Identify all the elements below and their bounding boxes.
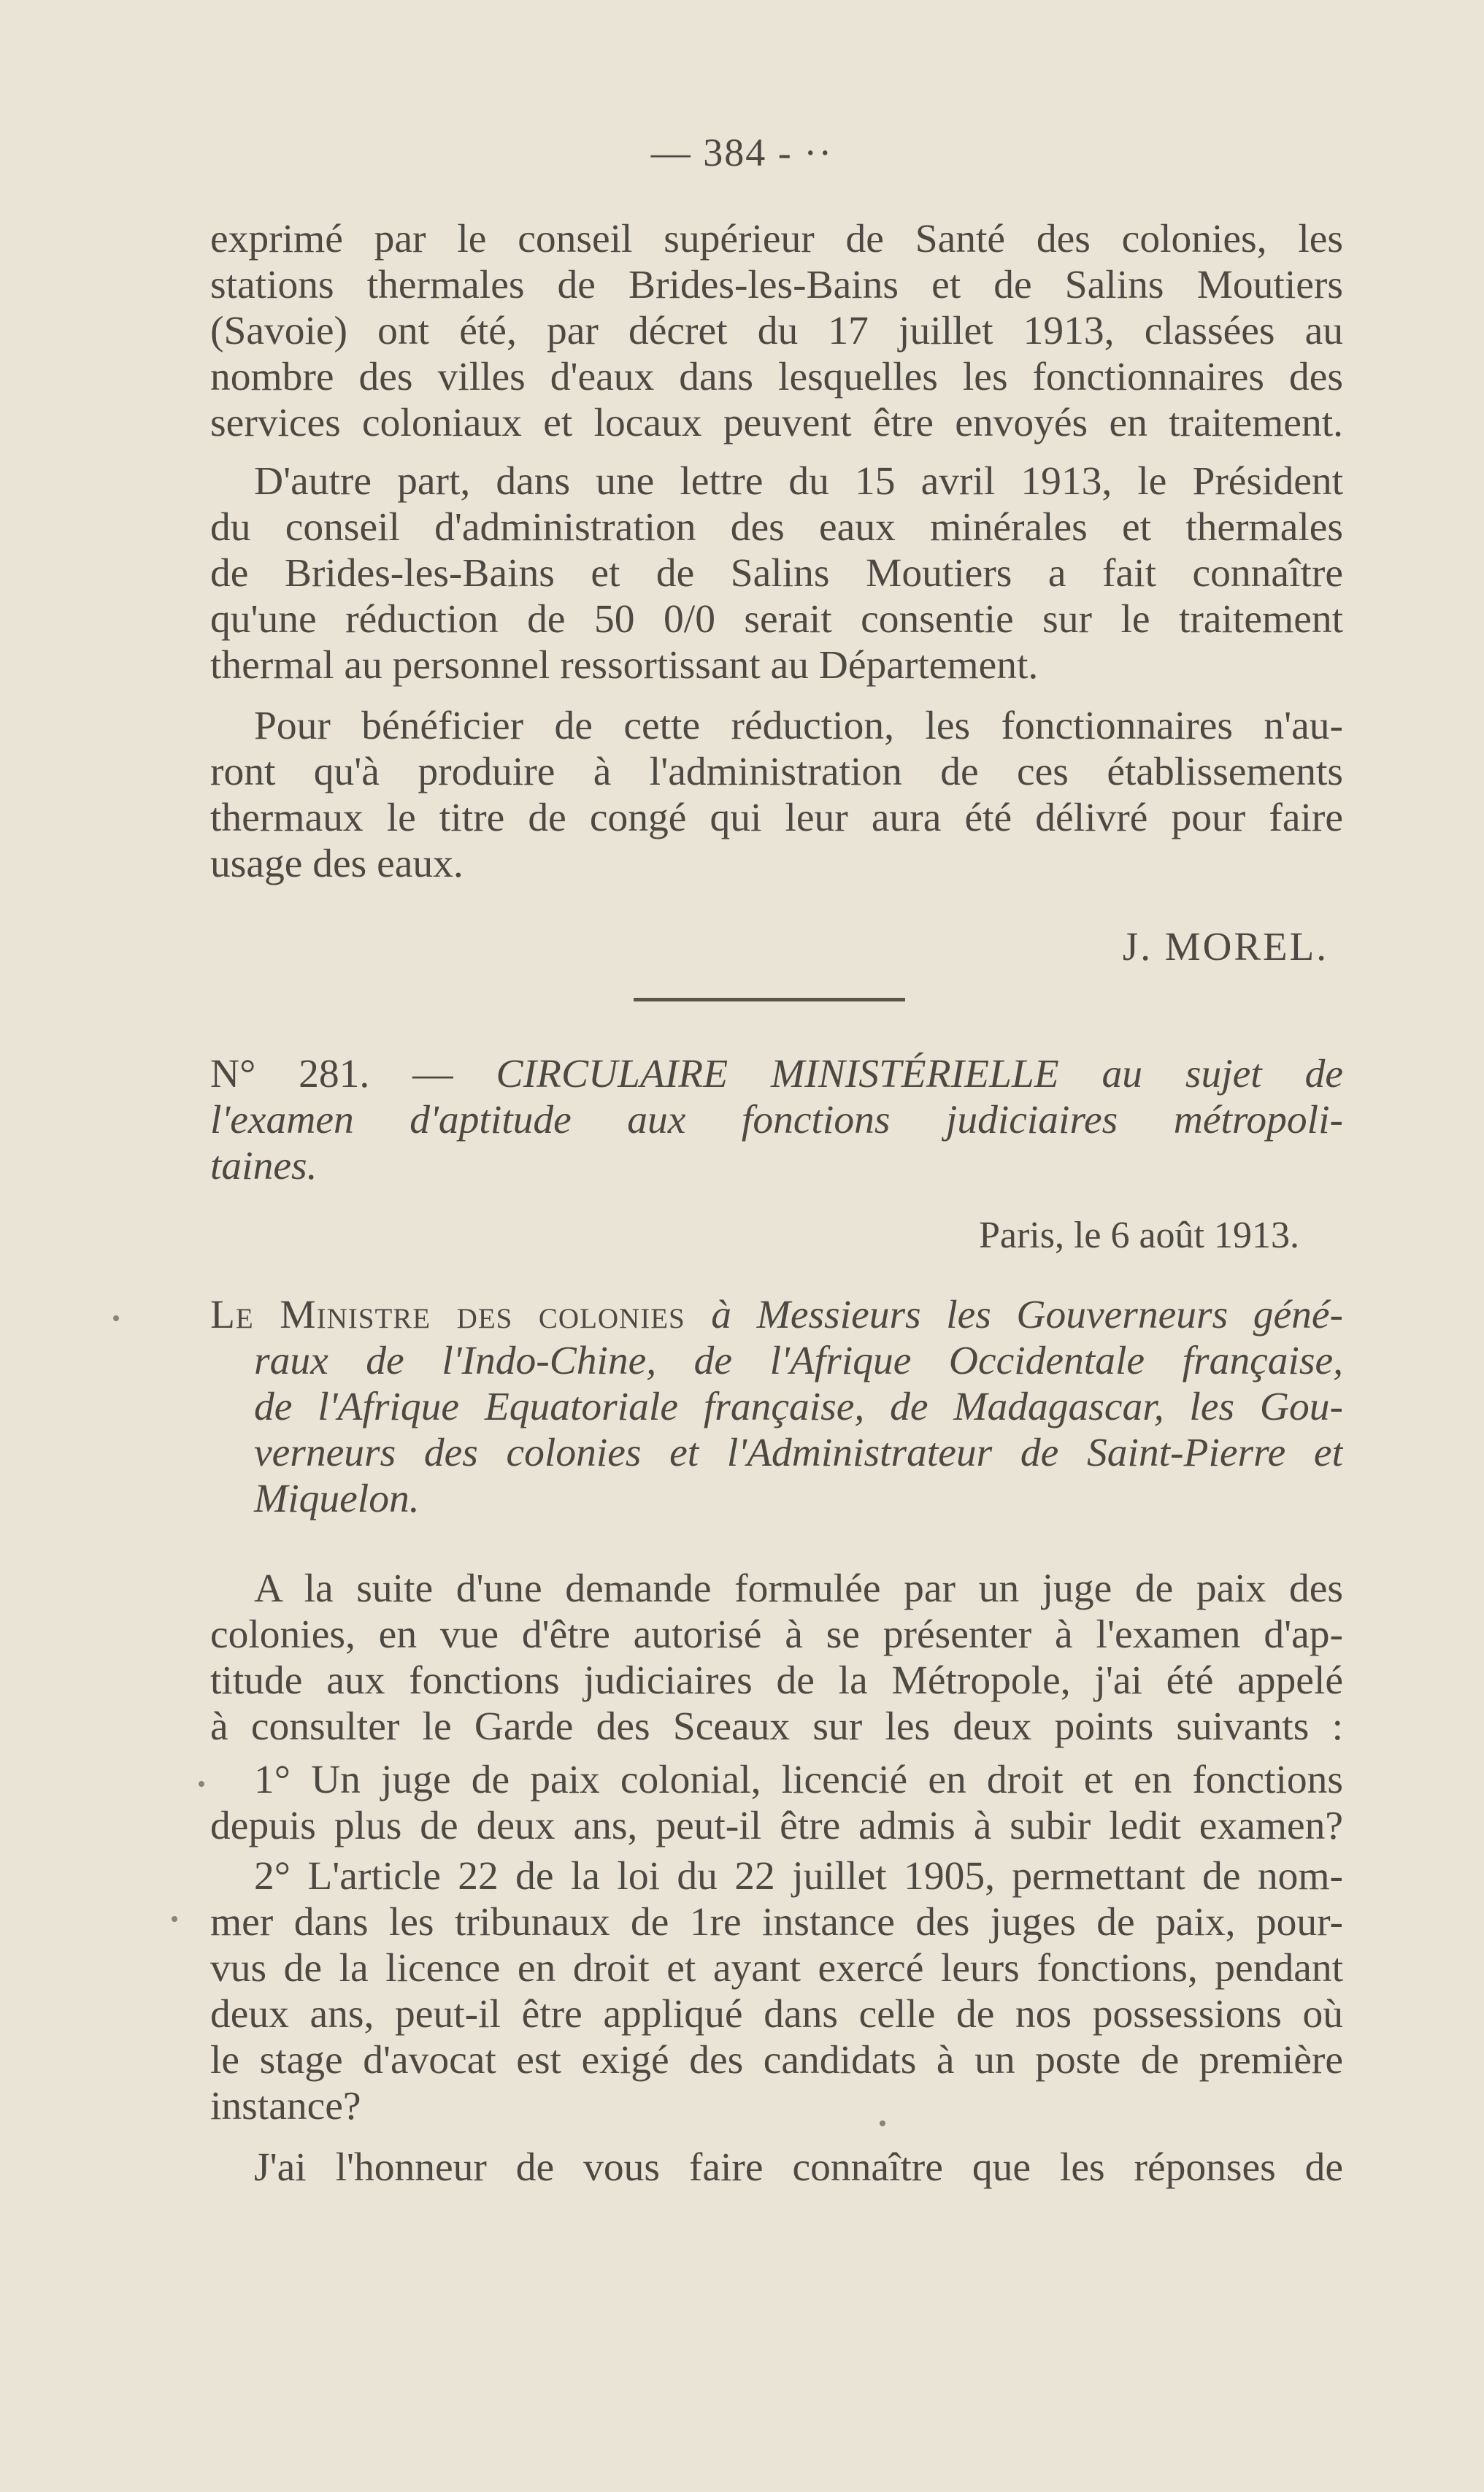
text-line: A la suite d'une demande formulée par un juge de paix des xyxy=(254,1566,1343,1611)
text-line: nombre des villes d'eaux dans lesquelles les fonctionnaires des xyxy=(210,355,1343,399)
text-line: qu'une réduction de 50 0/0 serait consentie sur le traitement xyxy=(210,597,1343,642)
paragraph-answer xyxy=(210,2145,1343,2191)
section-divider xyxy=(634,998,905,1001)
addressee xyxy=(210,1292,1343,1522)
circular-title: CIRCULAIRE MINISTÉRIELLE au sujet de xyxy=(496,1052,1343,1096)
text-line: services coloniaux et locaux peuvent être envoyés en traitement. xyxy=(210,401,1343,445)
text-line: colonies, en vue d'être autorisé à se présenter à l'examen d'ap- xyxy=(210,1612,1343,1657)
page-number: — 384 - ·· xyxy=(650,131,834,174)
paragraph-question-2 xyxy=(210,1853,1343,2129)
text-line: Pour bénéficier de cette réduction, les fonctionnaires n'au- xyxy=(254,704,1343,748)
text-line: depuis plus de deux ans, peut-il être admis à subir ledit examen? xyxy=(210,1804,1343,1848)
text-line: l'examen d'aptitude aux fonctions judiciaires métropoli- xyxy=(210,1098,1343,1142)
paper-speck xyxy=(880,2120,885,2126)
text-line: vus de la licence en droit et ayant exercé leurs fonctions, pendant xyxy=(210,1946,1343,1991)
circular-heading xyxy=(210,1051,1343,1189)
text-line: thermal au personnel ressortissant au Département. xyxy=(210,643,1039,688)
text-line: deux ans, peut-il être appliqué dans celle de nos possessions où xyxy=(210,1992,1343,2037)
paper-speck xyxy=(113,1315,119,1321)
text-line: raux de l'Indo-Chine, de l'Afrique Occidentale française, xyxy=(254,1339,1343,1383)
circular-number: N° 281. — xyxy=(210,1052,496,1096)
paragraph-question-1 xyxy=(210,1757,1343,1849)
text-line: mer dans les tribunaux de 1re instance des juges de paix, pour- xyxy=(210,1900,1343,1945)
paragraph-reduction xyxy=(210,458,1343,688)
text-line: exprimé par le conseil supérieur de Santé des colonies, les xyxy=(210,217,1343,261)
paragraph-thermal-stations xyxy=(210,216,1343,446)
text-line: stations thermales de Brides-les-Bains et de Salins Moutiers xyxy=(210,263,1343,307)
text-line xyxy=(210,1051,1343,1097)
text-line: (Savoie) ont été, par décret du 17 juillet 1913, classées au xyxy=(210,309,1343,353)
paragraph-benefit xyxy=(210,703,1343,887)
text-line: thermaux le titre de congé qui leur aura été délivré pour faire xyxy=(210,796,1343,840)
text-line: Le Ministre des colonies à Messieurs les Gouverneurs géné- xyxy=(210,1293,1343,1337)
text-line: instance? xyxy=(210,2084,361,2128)
paragraph-request xyxy=(210,1566,1343,1750)
text-line: à consulter le Garde des Sceaux sur les deux points suivants : xyxy=(210,1704,1343,1749)
sender: Le Ministre des colonies xyxy=(210,1293,712,1337)
text-line: verneurs des colonies et l'Administrateur de Saint-Pierre et xyxy=(254,1431,1343,1475)
text-line: ront qu'à produire à l'administration de ces établissements xyxy=(210,750,1343,794)
text-line: de Brides-les-Bains et de Salins Moutiers a fait connaître xyxy=(210,551,1343,596)
text-line: taines. xyxy=(210,1144,318,1188)
paper-speck xyxy=(172,1916,177,1922)
text-line: 1° Un juge de paix colonial, licencié en droit et en fonctions xyxy=(254,1758,1343,1802)
signature: J. MOREL. xyxy=(1122,924,1329,969)
text-line: titude aux fonctions judiciaires de la Métropole, j'ai été appelé xyxy=(210,1658,1343,1703)
place-date: Paris, le 6 août 1913. xyxy=(978,1215,1299,1256)
text-line: le stage d'avocat est exigé des candidats à un poste de première xyxy=(210,2038,1343,2083)
paper-speck xyxy=(199,1781,204,1787)
text-line: J'ai l'honneur de vous faire connaître que les réponses de xyxy=(254,2145,1343,2190)
text-line: 2° L'article 22 de la loi du 22 juillet 1905, permettant de nom- xyxy=(254,1854,1343,1899)
text-line: Miquelon. xyxy=(254,1477,420,1521)
text-line: du conseil d'administration des eaux minérales et thermales xyxy=(210,505,1343,550)
text-line: usage des eaux. xyxy=(210,842,464,886)
text-line: de l'Afrique Equatoriale française, de Madagascar, les Gou- xyxy=(254,1385,1343,1429)
text-line: D'autre part, dans une lettre du 15 avril 1913, le Président xyxy=(254,459,1343,504)
